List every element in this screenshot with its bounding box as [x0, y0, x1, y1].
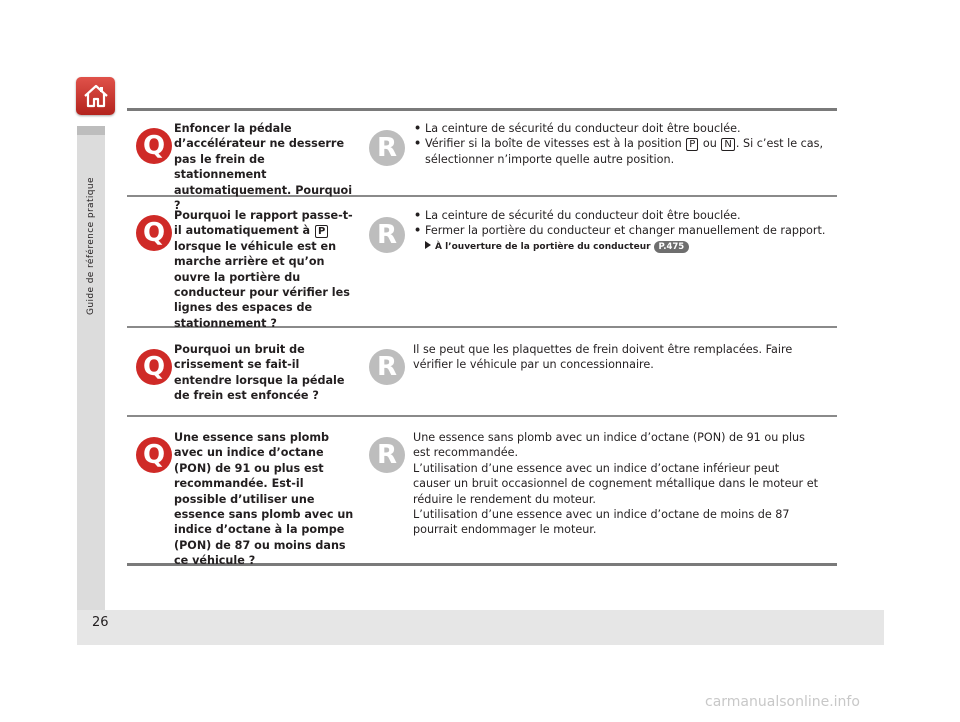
question-icon: Q [136, 128, 172, 164]
watermark: carmanualsonline.info [705, 694, 860, 710]
gear-key-p: P [686, 138, 698, 151]
arrow-right-icon [425, 241, 431, 249]
question-text: Pourquoi un bruit de crissement se fait-il entendre lorsque la pédale de frein est enfoncée ? [174, 343, 345, 403]
answer-bullet-text: . Si c’est le cas, sélectionner n’importe quelle autre position. [425, 137, 824, 166]
answer-paragraph: L’utilisation d’une essence avec un indice d’octane inférieur peut causer un bruit occasionnel de cognement métallique dans le moteur et réduire le rendement du moteur. [413, 461, 818, 506]
question-icon: Q [136, 437, 172, 473]
answer-icon: R [369, 349, 405, 385]
answer-block [413, 430, 818, 538]
question-text: Une essence sans plomb avec un indice d’octane (PON) de 91 ou plus est recommandée. Est-il possible d’utiliser une essence sans plomb avec un indice d’octane à la pompe (PON) de 87 ou moins dans ce véhicule ? [174, 431, 354, 568]
gear-key-p: P [315, 225, 328, 238]
divider [127, 108, 837, 111]
answer-text: Il se peut que les plaquettes de frein doivent être remplacées. Faire vérifier le véhicule par un concessionnaire. [413, 343, 793, 372]
divider [127, 415, 837, 417]
answer-icon: R [369, 130, 405, 166]
home-button[interactable] [76, 77, 115, 115]
sidebar-section-label: Guide de référence pratique [86, 177, 96, 315]
question-text [174, 208, 354, 331]
question-icon: Q [136, 349, 172, 385]
answer-bullet: • La ceinture de sécurité du conducteur doit être bouclée. [413, 121, 828, 136]
answer-block [413, 208, 828, 255]
page-reference-badge[interactable]: P.475 [654, 241, 690, 253]
cross-reference-link[interactable] [425, 240, 828, 255]
home-icon [83, 83, 109, 109]
answer-bullet: • La ceinture de sécurité du conducteur doit être bouclée. [413, 208, 828, 223]
answer-bullet: • Fermer la portière du conducteur et changer manuellement de rapport. [413, 223, 828, 238]
answer-bullet [413, 136, 828, 167]
answer-paragraph: L’utilisation d’une essence avec un indice d’octane de moins de 87 pourrait endommager le moteur. [413, 508, 790, 537]
footer-band [77, 610, 884, 645]
question-icon: Q [136, 215, 172, 251]
question-text-part: Pourquoi le rapport passe-t-il automatiquement à [174, 209, 353, 238]
question-text: Enfoncer la pédale d’accélérateur ne desserre pas le frein de stationnement automatiquement. Pourquoi ? [174, 122, 353, 213]
answer-paragraph: Une essence sans plomb avec un indice d’octane (PON) de 91 ou plus est recommandée. [413, 431, 805, 460]
answer-bullet-text: Vérifier si la boîte de vitesses est à la position [425, 137, 686, 151]
cross-reference-text: À l’ouverture de la portière du conducteur [435, 241, 651, 252]
answer-block [413, 121, 828, 167]
answer-bullet-text: ou [699, 137, 721, 151]
page-number: 26 [92, 615, 109, 630]
question-text-part: lorsque le véhicule est en marche arrière et qu’on ouvre la portière du conducteur pour vérifier les lignes des espaces de stationnement ? [174, 239, 350, 330]
answer-icon: R [369, 437, 405, 473]
answer-icon: R [369, 217, 405, 253]
gear-key-n: N [721, 138, 734, 151]
